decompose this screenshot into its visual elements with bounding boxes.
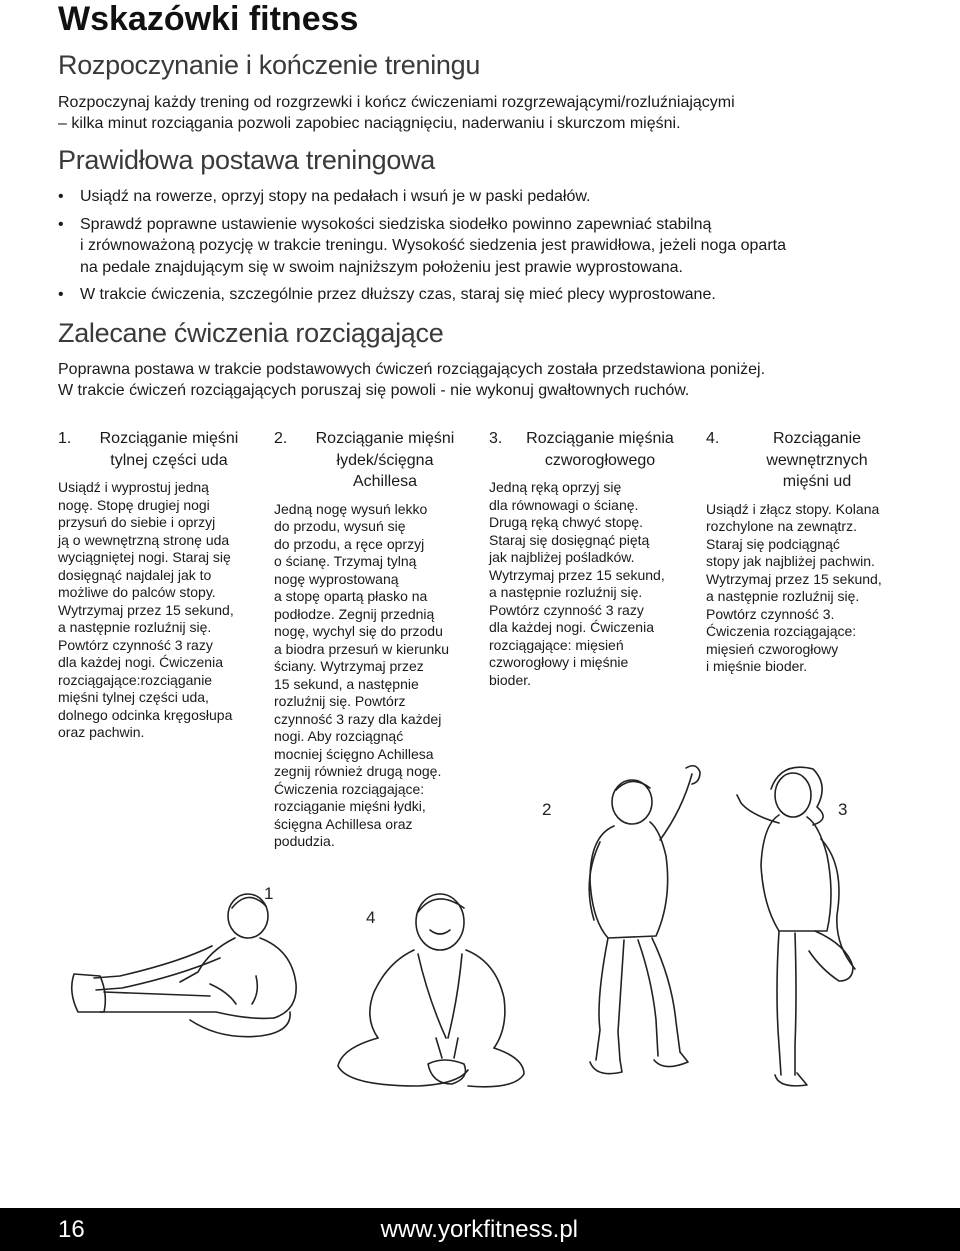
- exercise-description: Usiądź i złącz stopy. Kolana rozchylone na zewnątrz. Staraj się podciągnąć stopy jak najbliżej pachwin. Wytrzymaj przez 15 sekund, a następnie rozluźnij się. Powtórz czynność 3. Ćwiczenia rozciągające: mięsień czworogłowy i mięśnie bioder.: [706, 500, 882, 674]
- stretching-line-2: W trakcie ćwiczeń rozciągających poruszaj się powoli - nie wykonuj gwałtownych ruchów.: [58, 382, 690, 399]
- quadriceps-stretch-illustration: [735, 755, 875, 1095]
- posture-bullet: • W trakcie ćwiczenia, szczególnie przez dłuższy czas, staraj się mieć plecy wyprostowane.: [58, 284, 918, 306]
- exercise-heading: [489, 428, 689, 471]
- section-heading-warmup: Rozpoczynanie i kończenie treningu: [58, 50, 481, 80]
- bullet-dot-icon: •: [58, 286, 64, 303]
- page-number: 16: [58, 1216, 85, 1243]
- warmup-line-1: Rozpoczynaj każdy trening od rozgrzewki i kończ ćwiczeniami rozgrzewającymi/rozluźniającymi: [58, 94, 735, 111]
- figure-label-1: 1: [264, 884, 274, 903]
- posture-bullet-list: [58, 186, 918, 312]
- bullet-dot-icon: •: [58, 215, 64, 233]
- posture-bullet: • Sprawdź poprawne ustawienie wysokości siedziska siodełko powinno zapewniać stabilną i zrównoważoną pozycję w trakcie treningu. Wysokość siedzenia jest prawidłowa, jeżeli noga oparta na pedale znajdującym się w swoim najniższym położeniu jest prawie wyprostowana.: [58, 215, 786, 276]
- exercise-column-4: [706, 428, 906, 676]
- warmup-line-2: – kilka minut rozciągania pozwoli zapobiec naciągnięciu, naderwaniu i skurczom mięśni.: [58, 115, 681, 132]
- stretching-line-1: Poprawna postawa w trakcie podstawowych ćwiczeń rozciągających została przedstawiona poniżej.: [58, 361, 766, 378]
- posture-bullet: • Usiądź na rowerze, oprzyj stopy na pedałach i wsuń je w paski pedałów.: [58, 186, 918, 208]
- page-footer: [0, 1208, 960, 1251]
- figure-label-2: 2: [542, 800, 552, 819]
- section-heading-stretching: Zalecane ćwiczenia rozciągające: [58, 318, 444, 348]
- exercise-title: Rozciąganie wewnętrznych mięśni ud: [766, 430, 868, 490]
- exercise-number: 2.: [274, 430, 288, 447]
- exercise-heading: [58, 428, 258, 471]
- exercise-column-1: [58, 428, 258, 742]
- exercise-heading: [274, 428, 474, 493]
- exercise-number: 3.: [489, 430, 503, 447]
- exercise-number: 4.: [706, 430, 720, 447]
- warmup-paragraph: [58, 92, 898, 134]
- exercise-title: Rozciąganie mięśnia czworogłowego: [526, 430, 674, 469]
- exercise-description: Jedną nogę wysuń lekko do przodu, wysuń się do przodu, a ręce oprzyj o ścianę. Trzymaj tylną nogę wyprostowaną a stopę opartą płasko na podłodze. Zegnij przednią nogę, wychyl się do przodu a biodra przesuń w kierunku ściany. Wytrzymaj przez 15 sekund, a następnie rozluźnij się. Powtórz czynność 3 razy dla każdej nogi. Aby rozciągnąć mocniej ścięgno Achillesa zegnij również drugą nogę. Ćwiczenia rozciągające: rozciąganie mięśni łydki, ścięgna Achillesa oraz podudzia.: [274, 500, 450, 849]
- calf-achilles-stretch-illustration: [560, 760, 710, 1090]
- website-link[interactable]: www.yorkfitness.pl: [380, 1216, 578, 1243]
- exercise-column-2: [274, 428, 474, 851]
- exercise-number: 1.: [58, 430, 72, 447]
- exercise-column-3: [489, 428, 689, 689]
- stretching-paragraph: [58, 359, 898, 401]
- figure-label-4: 4: [366, 908, 376, 927]
- inner-thigh-stretch-illustration: [318, 888, 548, 1098]
- exercise-description: Usiądź i wyprostuj jedną nogę. Stopę drugiej nogi przysuń do siebie i oprzyj ją o wewnętrzną stronę uda wyciągniętej nogi. Staraj się dosięgnąć najdalej jak to możliwe do palców stopy. Wytrzymaj przez 15 sekund, a następnie rozluźnij się. Powtórz czynność 3 razy dla każdej nogi. Ćwiczenia rozciągające:rozciąganie mięśni tylnej części uda, dolnego odcinka kręgosłupa oraz pachwin.: [58, 479, 234, 740]
- figure-label-3: 3: [838, 800, 848, 819]
- hamstring-stretch-illustration: [60, 880, 320, 1050]
- page-title: Wskazówki fitness: [58, 0, 359, 38]
- exercise-heading: [706, 428, 906, 493]
- exercise-title: Rozciąganie mięśni łydek/ścięgna Achillesa: [315, 430, 455, 490]
- bullet-dot-icon: •: [58, 188, 64, 205]
- section-heading-posture: Prawidłowa postawa treningowa: [58, 145, 436, 175]
- exercise-title: Rozciąganie mięśni tylnej części uda: [99, 430, 239, 469]
- exercise-description: Jedną ręką oprzyj się dla równowagi o ścianę. Drugą ręką chwyć stopę. Staraj się dosięgnąć piętą jak najbliżej pośladków. Wytrzymaj przez 15 sekund, a następnie rozluźnij się. Powtórz czynność 3 razy dla każdej nogi. Ćwiczenia rozciągające: mięsień czworogłowy i mięśnie bioder.: [489, 479, 665, 688]
